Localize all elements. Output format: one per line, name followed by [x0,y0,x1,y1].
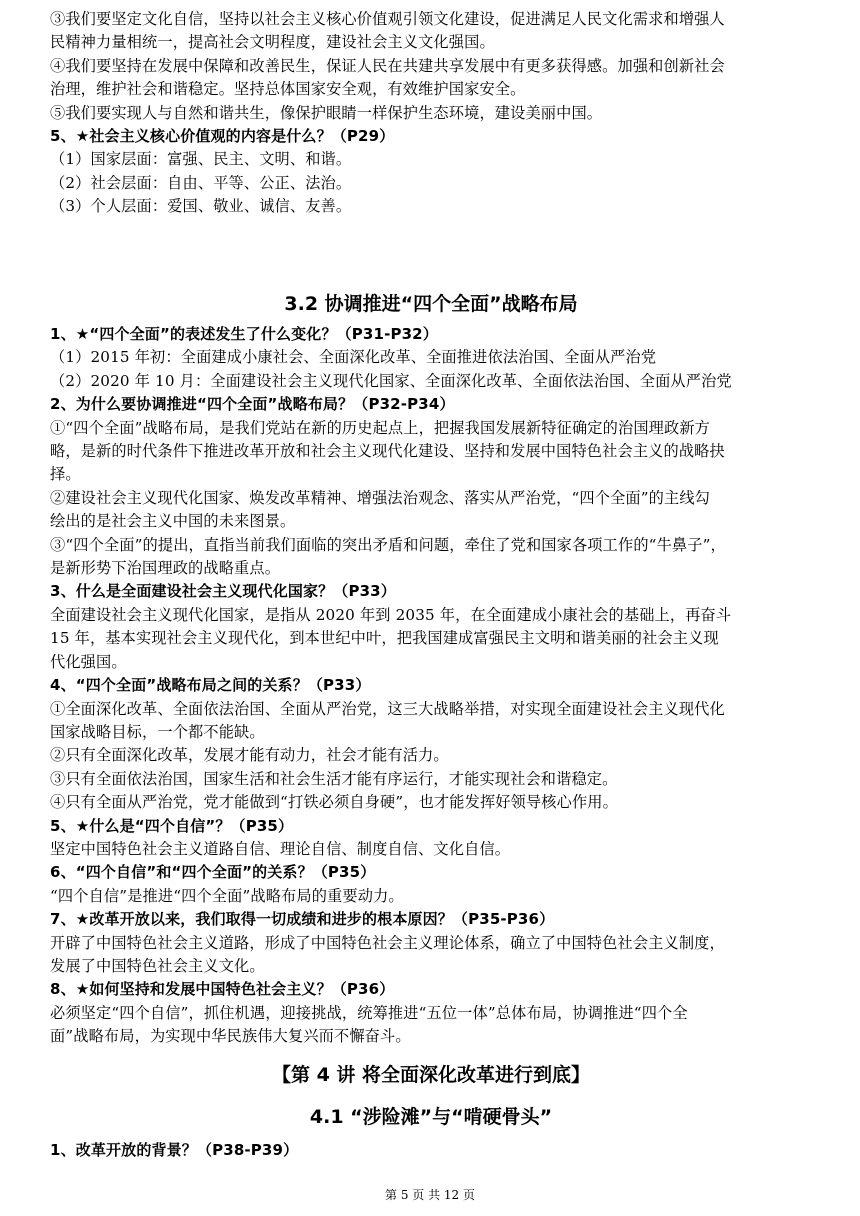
text-line: ③我们要坚定文化自信，坚持以社会主义核心价值观引领文化建设，促进满足人民文化需求和增强人 [50,10,725,28]
question-heading: 5、★社会主义核心价值观的内容是什么？（P29） [50,127,395,146]
text-line: ①“四个全面”战略布局，是我们党站在新的历史起点上，把握我国发展新特征确定的治国理政新方 [50,418,711,437]
text-line: 代化强国。 [50,652,127,671]
text-line: ①全面深化改革、全面依法治国、全面从严治党，这三大战略举措，对实现全面建设社会主义现代化 [50,699,725,718]
text-line: 开辟了中国特色社会主义道路，形成了中国特色社会主义理论体系，确立了中国特色社会主义制度， [50,933,725,952]
text-line: 面”战略布局，为实现中华民族伟大复兴而不懈奋斗。 [50,1027,411,1046]
question-heading: 7、★改革开放以来，我们取得一切成绩和进步的根本原因？（P35-P36） [50,910,555,929]
text-line: 坚定中国特色社会主义道路自信、理论自信、制度自信、文化自信。 [50,839,511,858]
text-line: 绘出的是社会主义中国的未来图景。 [50,512,296,531]
text-line: ⑤我们要实现人与自然和谐共生，像保护眼睛一样保护生态环境，建设美丽中国。 [50,103,603,122]
text-line: 治理，维护社会和谐稳定。坚持总体国家安全观，有效维护国家安全。 [50,80,526,99]
text-line: 略，是新的时代条件下推进改革开放和社会主义现代化建设、坚持和发展中国特色社会主义的战略抉 [50,442,725,461]
text-line: 全面建设社会主义现代化国家，是指从 2020 年到 2035 年，在全面建成小康社会的基础上，再奋斗 [50,605,732,624]
text-line: 国家战略目标，一个都不能缺。 [50,722,265,741]
question-heading: 5、★什么是“四个自信”？（P35） [50,816,294,835]
text-line: 择。 [50,465,81,484]
text-line: （2）社会层面：自由、平等、公正、法治。 [50,173,352,192]
text-line: 民精神力量相统一，提高社会文明程度，建设社会主义文化强国。 [50,33,495,52]
text-line: 必须坚定“四个自信”，抓住机遇，迎接挑战，统筹推进“五位一体”总体布局，协调推进“四个全 [50,1003,688,1022]
question-heading: 1、改革开放的背景？（P38-P39） [50,1141,299,1159]
text-line: ④只有全面从严治党，党才能做到“打铁必须自身硬”，也才能发挥好领导核心作用。 [50,793,618,812]
text-line: ④我们要坚持在发展中保障和改善民生，保证人民在共建共享发展中有更多获得感。加强和创新社会 [50,56,725,75]
text-line: （2）2020 年 10 月：全面建设社会主义现代化国家、全面深化改革、全面依法治国、全面从严治党 [50,371,732,390]
text-line: 发展了中国特色社会主义文化。 [50,956,265,975]
chapter-heading: 【第 4 讲 将全面深化改革进行到底】 [271,1064,591,1086]
section-heading: 4.1 “涉险滩”与“啃硬骨头” [309,1106,553,1128]
question-heading: 8、★如何坚持和发展中国特色社会主义？（P36） [50,980,395,999]
text-line: ②只有全面深化改革，发展才能有动力，社会才能有活力。 [50,746,449,765]
text-line: 是新形势下治国理政的战略重点。 [50,559,281,578]
question-heading: 6、“四个自信”和“四个全面”的关系？（P35） [50,863,376,882]
text-line: （3）个人层面：爱国、敬业、诚信、友善。 [50,197,352,216]
question-heading: 4、“四个全面”战略布局之间的关系？（P33） [50,676,371,695]
text-line: ③“四个全面”的提出，直指当前我们面临的突出矛盾和问题，牵住了党和国家各项工作的“牛鼻子”， [50,535,726,554]
question-heading: 3、什么是全面建设社会主义现代化国家？（P33） [50,582,396,601]
text-line: （1）国家层面：富强、民主、文明、和谐。 [50,150,352,169]
page-footer: 第 5 页 共 12 页 [385,1188,475,1202]
section-3-2-body [50,323,732,1049]
question-heading: 2、为什么要协调推进“四个全面”战略布局？（P32-P34） [50,395,455,414]
text-line: ③只有全面依法治国，国家生活和社会生活才能有序运行，才能实现社会和谐稳定。 [50,769,618,788]
top-paragraphs [50,8,725,219]
text-line: “四个自信”是推进“四个全面”战略布局的重要动力。 [50,886,404,905]
section-heading: 3.2 协调推进“四个全面”战略布局 [284,293,578,315]
question-heading: 1、★“四个全面”的表述发生了什么变化？（P31-P32） [50,325,438,343]
text-line: （1）2015 年初：全面建成小康社会、全面深化改革、全面推进依法治国、全面从严治党 [50,348,657,367]
text-line: ②建设社会主义现代化国家、焕发改革精神、增强法治观念、落实从严治党，“四个全面”的主线勾 [50,488,711,507]
text-line: 15 年，基本实现社会主义现代化，到本世纪中叶，把我国建成富强民主文明和谐美丽的社会主义现 [50,629,719,648]
